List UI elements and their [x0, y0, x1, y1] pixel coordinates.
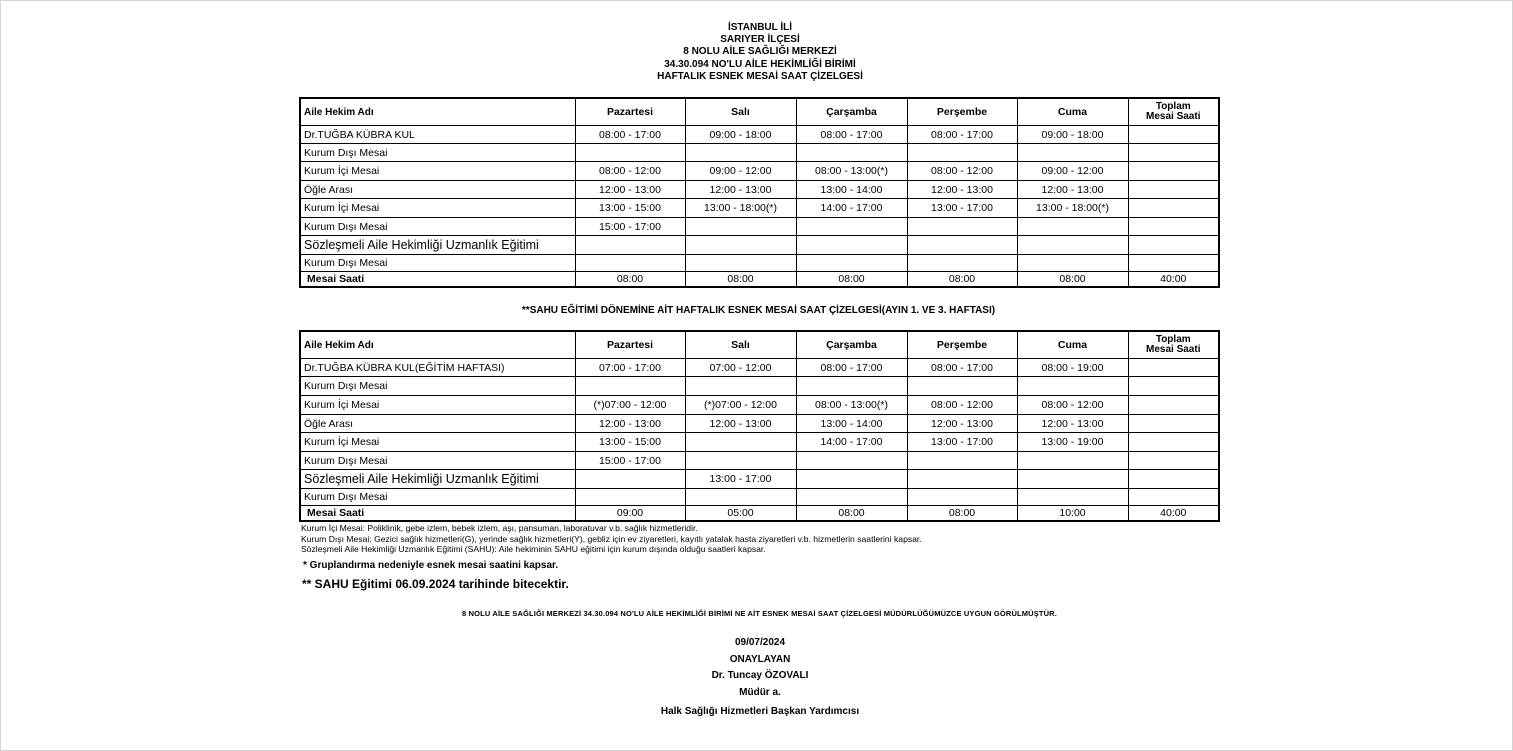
cell-friday [1017, 218, 1128, 236]
cell-monday: 08:00 - 17:00 [575, 126, 685, 144]
cell-monday: 12:00 - 13:00 [575, 415, 685, 433]
cell-total [1128, 199, 1219, 218]
row-label: Sözleşmeli Aile Hekimliği Uzmanlık Eğitimi [300, 470, 575, 489]
total-tuesday: 08:00 [685, 272, 796, 288]
cell-wednesday: 14:00 - 17:00 [796, 433, 907, 452]
cell-wednesday [796, 489, 907, 506]
col-header-friday: Cuma [1017, 98, 1128, 126]
cell-wednesday [796, 218, 907, 236]
row-label: Kurum İçi Mesai [300, 199, 575, 218]
cell-tuesday: (*)07:00 - 12:00 [685, 396, 796, 415]
table-row [300, 162, 1219, 181]
cell-thursday [907, 236, 1017, 255]
total-friday: 10:00 [1017, 506, 1128, 522]
cell-friday [1017, 489, 1128, 506]
total-monday: 08:00 [575, 272, 685, 288]
cell-thursday: 12:00 - 13:00 [907, 181, 1017, 199]
cell-total [1128, 162, 1219, 181]
cell-monday: 13:00 - 15:00 [575, 199, 685, 218]
cell-monday: 08:00 - 12:00 [575, 162, 685, 181]
cell-tuesday: 13:00 - 17:00 [685, 470, 796, 489]
total-friday: 08:00 [1017, 272, 1128, 288]
table-row [300, 255, 1219, 272]
note-out-of-house: Kurum Dışı Mesai: Gezici sağlık hizmetleri(G), yerinde sağlık hizmetleri(Y), gebliz için ev ziyaretleri, kayıtlı yatalak hasta ziyaretleri v.b. hizmetlerin saatlerini kapsar. [301, 533, 922, 544]
cell-total [1128, 255, 1219, 272]
cell-tuesday [685, 452, 796, 470]
cell-total [1128, 415, 1219, 433]
header-district: SARIYER İLÇESİ [720, 34, 800, 46]
total-hours-row [300, 506, 1219, 522]
col-header-total-line2: Mesai Saati [1146, 344, 1201, 355]
weekly-schedule-table [299, 97, 1220, 288]
table-header-row [300, 331, 1219, 359]
cell-friday [1017, 377, 1128, 396]
col-header-total-line2: Mesai Saati [1146, 111, 1201, 122]
cell-total [1128, 218, 1219, 236]
approval-statement: 8 NOLU AİLE SAĞLIĞI MERKEZİ 34.30.094 NO'LU AİLE HEKİMLİĞİ BİRİMİ NE AİT ESNEK MESAİ SAAT ÇİZELGESİ MÜDÜRLÜĞÜMÜZCE UYGUN GÖRÜLMÜŞTÜR. [462, 609, 1057, 618]
table-row [300, 359, 1219, 377]
signature-date: 09/07/2024 [734, 637, 786, 648]
cell-total [1128, 236, 1219, 255]
cell-friday [1017, 144, 1128, 162]
cell-wednesday: 08:00 - 13:00(*) [796, 162, 907, 181]
header-schedule-title: HAFTALIK ESNEK MESAİ SAAT ÇİZELGESİ [657, 70, 863, 82]
cell-wednesday [796, 452, 907, 470]
row-label: Sözleşmeli Aile Hekimliği Uzmanlık Eğitimi [300, 236, 575, 255]
cell-monday [575, 377, 685, 396]
cell-total [1128, 359, 1219, 377]
cell-monday: (*)07:00 - 12:00 [575, 396, 685, 415]
row-label: Kurum Dışı Mesai [300, 452, 575, 470]
cell-friday [1017, 470, 1128, 489]
cell-total [1128, 377, 1219, 396]
cell-wednesday [796, 470, 907, 489]
table-row [300, 199, 1219, 218]
table-row [300, 181, 1219, 199]
cell-monday: 13:00 - 15:00 [575, 433, 685, 452]
signature-position: Halk Sağlığı Hizmetleri Başkan Yardımcısı [660, 706, 860, 717]
signature-name: Dr. Tuncay ÖZOVALI [711, 670, 809, 681]
cell-friday: 13:00 - 18:00(*) [1017, 199, 1128, 218]
cell-monday [575, 255, 685, 272]
cell-thursday [907, 255, 1017, 272]
signature-approver-label: ONAYLAYAN [729, 654, 791, 665]
col-header-total-line1: Toplam [1155, 334, 1191, 345]
table-row [300, 236, 1219, 255]
col-header-total-line1: Toplam [1155, 101, 1191, 112]
cell-wednesday: 08:00 - 13:00(*) [796, 396, 907, 415]
total-wednesday: 08:00 [796, 506, 907, 522]
cell-friday [1017, 255, 1128, 272]
cell-thursday [907, 144, 1017, 162]
sahu-schedule-title: **SAHU EĞİTİMİ DÖNEMİNE AİT HAFTALIK ESNEK MESAİ SAAT ÇİZELGESİ(AYIN 1. VE 3. HAFTASI) [521, 305, 996, 316]
col-header-total [1128, 98, 1219, 126]
cell-tuesday: 07:00 - 12:00 [685, 359, 796, 377]
header-unit: 34.30.094 NO'LU AİLE HEKİMLİĞİ BİRİMİ [664, 58, 856, 70]
col-header-wednesday: Çarşamba [796, 331, 907, 359]
col-header-name: Aile Hekim Adı [300, 98, 575, 126]
cell-friday: 12:00 - 13:00 [1017, 415, 1128, 433]
cell-thursday [907, 489, 1017, 506]
cell-wednesday [796, 255, 907, 272]
row-label: Dr.TUĞBA KÜBRA KUL [300, 126, 575, 144]
cell-monday: 15:00 - 17:00 [575, 452, 685, 470]
cell-friday: 08:00 - 19:00 [1017, 359, 1128, 377]
note-sahu: Sözleşmeli Aile Hekimliği Uzmanlık Eğitimi (SAHU): Aile hekiminin SAHU eğitimi için kurum dışında olduğu saatleri kapsar. [301, 544, 766, 554]
header-health-center: 8 NOLU AİLE SAĞLIĞI MERKEZİ [683, 46, 837, 58]
cell-friday: 09:00 - 18:00 [1017, 126, 1128, 144]
cell-tuesday: 12:00 - 13:00 [685, 181, 796, 199]
cell-wednesday [796, 236, 907, 255]
table-row [300, 377, 1219, 396]
cell-thursday [907, 470, 1017, 489]
cell-tuesday [685, 433, 796, 452]
total-hours-label: Mesai Saati [300, 506, 575, 522]
col-header-tuesday: Salı [685, 331, 796, 359]
table-header-row [300, 98, 1219, 126]
cell-monday [575, 144, 685, 162]
total-wednesday: 08:00 [796, 272, 907, 288]
signature-title: Müdür a. [739, 687, 781, 698]
cell-monday: 12:00 - 13:00 [575, 181, 685, 199]
cell-wednesday: 08:00 - 17:00 [796, 126, 907, 144]
cell-wednesday: 13:00 - 14:00 [796, 415, 907, 433]
total-tuesday: 05:00 [685, 506, 796, 522]
cell-friday: 12:00 - 13:00 [1017, 181, 1128, 199]
row-label: Kurum Dışı Mesai [300, 255, 575, 272]
table-row [300, 470, 1219, 489]
document-header [560, 22, 960, 83]
cell-tuesday [685, 255, 796, 272]
row-label: Kurum Dışı Mesai [300, 377, 575, 396]
cell-tuesday [685, 144, 796, 162]
total-thursday: 08:00 [907, 506, 1017, 522]
row-label: Kurum İçi Mesai [300, 162, 575, 181]
cell-total [1128, 181, 1219, 199]
col-header-tuesday: Salı [685, 98, 796, 126]
row-label: Kurum İçi Mesai [300, 433, 575, 452]
note-grouping: * Gruplandırma nedeniyle esnek mesai saatini kapsar. [303, 560, 559, 571]
col-header-wednesday: Çarşamba [796, 98, 907, 126]
total-thursday: 08:00 [907, 272, 1017, 288]
col-header-name: Aile Hekim Adı [300, 331, 575, 359]
cell-friday: 08:00 - 12:00 [1017, 396, 1128, 415]
cell-total [1128, 452, 1219, 470]
cell-wednesday [796, 144, 907, 162]
cell-thursday [907, 452, 1017, 470]
cell-thursday: 13:00 - 17:00 [907, 199, 1017, 218]
cell-total [1128, 396, 1219, 415]
cell-total [1128, 470, 1219, 489]
total-total: 40:00 [1128, 506, 1219, 522]
table-row [300, 218, 1219, 236]
cell-total [1128, 489, 1219, 506]
cell-tuesday: 09:00 - 18:00 [685, 126, 796, 144]
cell-thursday: 08:00 - 17:00 [907, 126, 1017, 144]
table-row [300, 144, 1219, 162]
col-header-thursday: Perşembe [907, 331, 1017, 359]
cell-friday [1017, 452, 1128, 470]
cell-monday [575, 489, 685, 506]
col-header-friday: Cuma [1017, 331, 1128, 359]
cell-thursday: 13:00 - 17:00 [907, 433, 1017, 452]
table-row [300, 489, 1219, 506]
cell-wednesday: 14:00 - 17:00 [796, 199, 907, 218]
cell-thursday: 08:00 - 17:00 [907, 359, 1017, 377]
cell-thursday [907, 377, 1017, 396]
total-monday: 09:00 [575, 506, 685, 522]
cell-monday: 15:00 - 17:00 [575, 218, 685, 236]
notes-block [301, 523, 922, 555]
table-row [300, 396, 1219, 415]
cell-monday [575, 236, 685, 255]
row-label: Kurum Dışı Mesai [300, 144, 575, 162]
cell-friday [1017, 236, 1128, 255]
cell-tuesday [685, 377, 796, 396]
row-label: Dr.TUĞBA KÜBRA KUL(EĞİTİM HAFTASI) [300, 359, 575, 377]
cell-total [1128, 433, 1219, 452]
total-total: 40:00 [1128, 272, 1219, 288]
col-header-thursday: Perşembe [907, 98, 1017, 126]
row-label: Kurum İçi Mesai [300, 396, 575, 415]
table-row [300, 433, 1219, 452]
row-label: Öğle Arası [300, 181, 575, 199]
row-label: Öğle Arası [300, 415, 575, 433]
sahu-schedule-table [299, 330, 1220, 522]
cell-thursday: 08:00 - 12:00 [907, 162, 1017, 181]
cell-thursday: 08:00 - 12:00 [907, 396, 1017, 415]
cell-tuesday: 13:00 - 18:00(*) [685, 199, 796, 218]
cell-monday [575, 470, 685, 489]
total-hours-row [300, 272, 1219, 288]
cell-thursday: 12:00 - 13:00 [907, 415, 1017, 433]
table-row [300, 415, 1219, 433]
cell-wednesday: 13:00 - 14:00 [796, 181, 907, 199]
cell-total [1128, 144, 1219, 162]
cell-tuesday [685, 236, 796, 255]
cell-wednesday [796, 377, 907, 396]
header-province: İSTANBUL İLİ [727, 22, 793, 33]
cell-friday: 13:00 - 19:00 [1017, 433, 1128, 452]
cell-monday: 07:00 - 17:00 [575, 359, 685, 377]
cell-tuesday [685, 489, 796, 506]
cell-thursday [907, 218, 1017, 236]
cell-tuesday: 12:00 - 13:00 [685, 415, 796, 433]
cell-tuesday: 09:00 - 12:00 [685, 162, 796, 181]
table-row [300, 452, 1219, 470]
row-label: Kurum Dışı Mesai [300, 489, 575, 506]
cell-total [1128, 126, 1219, 144]
col-header-total [1128, 331, 1219, 359]
cell-tuesday [685, 218, 796, 236]
col-header-monday: Pazartesi [575, 331, 685, 359]
col-header-monday: Pazartesi [575, 98, 685, 126]
note-in-house: Kurum İçi Mesai: Poliklinik, gebe izlem, bebek izlem, aşı, pansuman, laboratuvar v.b. sağlık hizmetleridir. [301, 523, 698, 533]
cell-friday: 09:00 - 12:00 [1017, 162, 1128, 181]
total-hours-label: Mesai Saati [300, 272, 575, 288]
note-sahu-end: ** SAHU Eğitimi 06.09.2024 tarihinde bitecektir. [302, 577, 569, 591]
table-row [300, 126, 1219, 144]
row-label: Kurum Dışı Mesai [300, 218, 575, 236]
cell-wednesday: 08:00 - 17:00 [796, 359, 907, 377]
